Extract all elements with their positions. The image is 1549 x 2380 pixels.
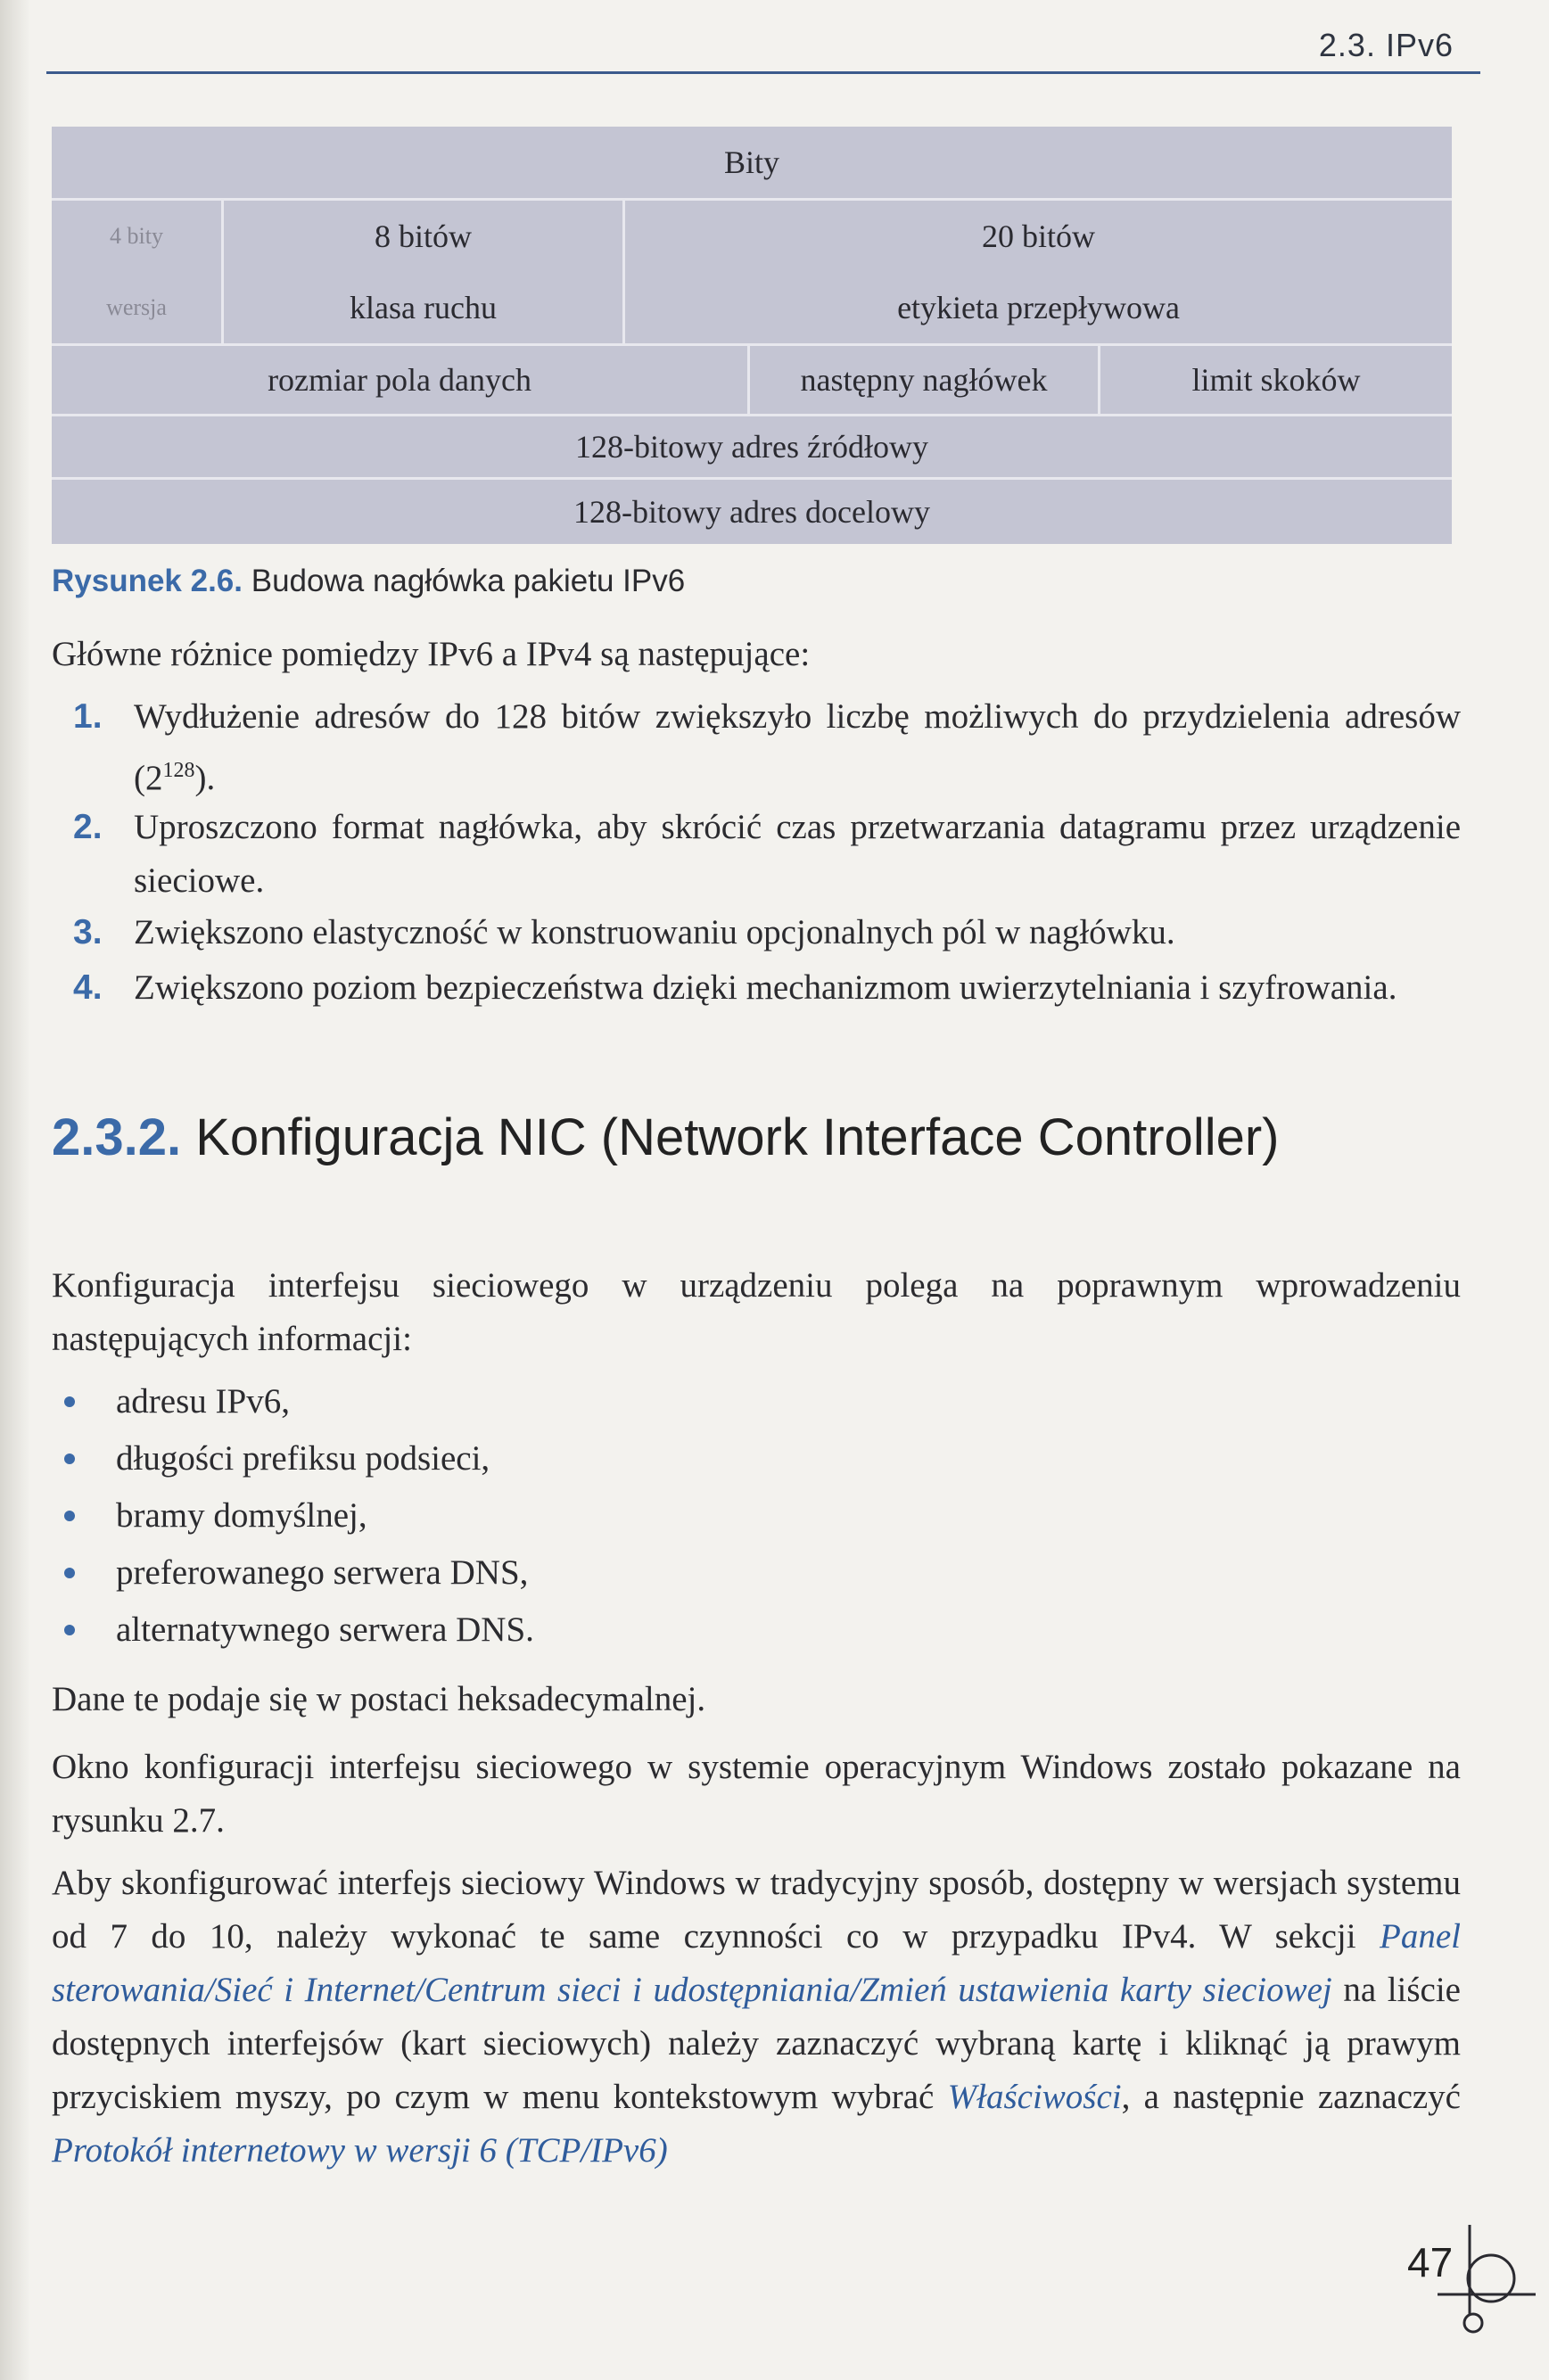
cell-payload-length: rozmiar pola danych xyxy=(268,362,531,398)
tcp-ipv6-term: Protokół internetowy w wersji 6 (TCP/IPv6) xyxy=(52,2131,668,2170)
list-text: Uproszczono format nagłówka, aby skrócić czas przetwarzania datagramu przez urządzenie sieciowe. xyxy=(134,808,1461,900)
figure-caption-label: Rysunek 2.6. xyxy=(52,564,243,598)
list-number: 2. xyxy=(73,808,103,846)
cell-flow-label-bits: 20 bitów xyxy=(981,218,1095,254)
control-panel-path: Panel sterowania/Sieć i Internet/Centrum sieci i udostępniania/Zmień ustawienia karty sieciowej xyxy=(52,1917,1461,2009)
bullet-icon xyxy=(64,1454,75,1464)
bullet-icon xyxy=(64,1396,75,1407)
cell-version-bits: 4 bity xyxy=(110,223,163,249)
ipv6-header-diagram xyxy=(52,127,1452,544)
bullet-icon xyxy=(64,1568,75,1578)
instructions-text: na liście dostępnych interfejsów (kart sieciowych) należy zaznaczyć wybraną kartę i kliknąć ją prawym przyciskiem myszy, po czym w menu kontekstowym wybrać xyxy=(52,1971,1461,2116)
col-divider xyxy=(622,201,625,343)
list-item xyxy=(52,961,1461,1015)
config-items-list xyxy=(52,1373,1389,1659)
list-text-tail: ). xyxy=(194,759,216,797)
config-intro: Konfiguracja interfejsu sieciowego w urządzeniu polega na poprawnym wprowadzeniu następujących informacji: xyxy=(52,1266,1461,1358)
page-number: 47 xyxy=(1407,2239,1454,2285)
window-note: Okno konfiguracji interfejsu sieciowego w systemie operacyjnym Windows zostało pokazane na rysunku 2.7. xyxy=(52,1748,1461,1840)
publisher-logo-icon xyxy=(1438,2225,1536,2341)
col-divider xyxy=(221,201,224,343)
bullet-icon xyxy=(64,1625,75,1635)
running-header: 2.3. IPv6 xyxy=(1318,27,1454,63)
cell-destination-address: 128-bitowy adres docelowy xyxy=(573,494,930,530)
list-number: 1. xyxy=(73,697,103,736)
list-text: bramy domyślnej, xyxy=(116,1496,367,1535)
cell-next-header: następny nagłówek xyxy=(800,362,1048,398)
page-gutter-shadow xyxy=(0,0,30,2380)
list-item xyxy=(52,1373,1389,1430)
col-divider xyxy=(747,346,750,414)
list-text: preferowanego serwera DNS, xyxy=(116,1553,529,1592)
cell-traffic-class-bits: 8 bitów xyxy=(374,218,472,254)
list-text: Zwiększono elastyczność w konstruowaniu opcjonalnych pól w nagłówku. xyxy=(134,913,1175,951)
section-heading xyxy=(52,1099,1443,1177)
figure-caption-text: Budowa nagłówka pakietu IPv6 xyxy=(251,564,686,598)
list-item xyxy=(52,1602,1389,1659)
cell-version: wersja xyxy=(106,294,167,320)
cell-traffic-class: klasa ruchu xyxy=(350,290,497,325)
differences-intro: Główne różnice pomiędzy IPv6 a IPv4 są następujące: xyxy=(52,635,811,673)
section-title: Konfiguracja NIC (Network Interface Controller) xyxy=(195,1108,1280,1166)
config-instructions xyxy=(52,1857,1461,2178)
table-title-bity: Bity xyxy=(723,144,779,180)
instructions-text: , a następnie zaznaczyć xyxy=(1121,2078,1461,2116)
list-text: alternatywnego serwera DNS. xyxy=(116,1610,534,1649)
cell-source-address: 128-bitowy adres źródłowy xyxy=(575,429,928,465)
hex-note: Dane te podaje się w postaci heksadecymalnej. xyxy=(52,1680,706,1718)
list-item xyxy=(52,906,1461,959)
header-rule xyxy=(46,71,1480,74)
list-number: 4. xyxy=(73,968,103,1007)
cell-flow-label: etykieta przepływowa xyxy=(897,290,1180,325)
list-text: długości prefiksu podsieci, xyxy=(116,1439,490,1478)
list-text: Zwiększono poziom bezpieczeństwa dzięki mechanizmom uwierzytelniania i szyfrowania. xyxy=(134,968,1397,1007)
col-divider xyxy=(1098,346,1100,414)
list-item xyxy=(52,801,1461,908)
properties-term: Właściwości xyxy=(947,2078,1122,2116)
superscript: 128 xyxy=(162,759,195,782)
list-text: Wydłużenie adresów do 128 bitów zwiększyło liczbę możliwych do przydzielenia adresów (2 xyxy=(134,697,1461,797)
list-item xyxy=(52,1430,1389,1487)
figure-caption xyxy=(52,564,685,599)
instructions-text: Aby skonfigurować interfejs sieciowy Windows w tradycyjny sposób, dostępny w wersjach systemu od 7 do 10, należy wykonać te same czynności co w przypadku IPv4. W sekcji xyxy=(52,1864,1461,1956)
list-item xyxy=(52,690,1461,805)
cell-hop-limit: limit skoków xyxy=(1191,362,1361,398)
list-number: 3. xyxy=(73,913,103,951)
list-item xyxy=(52,1487,1389,1544)
list-text: adresu IPv6, xyxy=(116,1382,290,1421)
bullet-icon xyxy=(64,1511,75,1521)
list-item xyxy=(52,1544,1389,1602)
section-number: 2.3.2. xyxy=(52,1108,182,1166)
